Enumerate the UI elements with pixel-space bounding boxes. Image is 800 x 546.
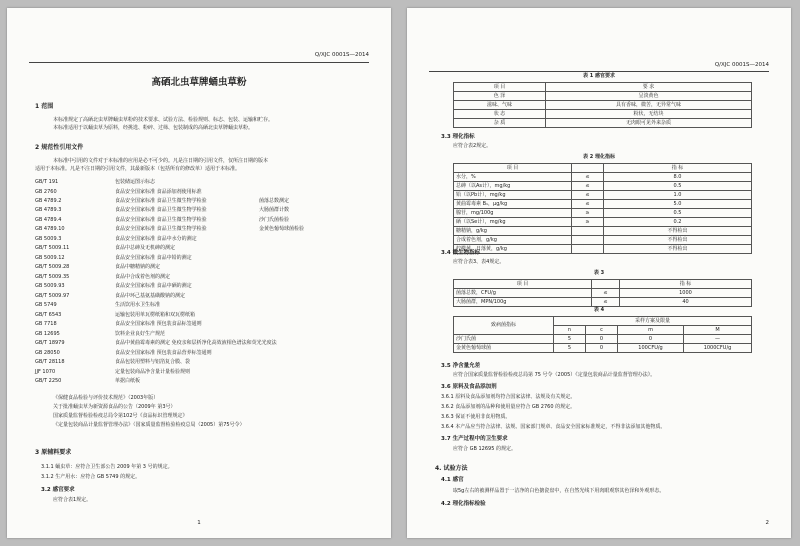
table-cell: 40 (620, 298, 752, 307)
table-cell: 不得检出 (604, 227, 752, 236)
table-row (454, 236, 752, 245)
table-row (454, 200, 752, 209)
reference-title: 食品中总砷及无机砷的测定 (115, 245, 176, 252)
section-3-4-text: 应符合表3、表4规定。 (453, 259, 505, 265)
table-header: 采样方案及限量 (554, 317, 752, 326)
section-3-heading: 3 原辅料要求 (35, 449, 72, 456)
table-row (454, 119, 752, 128)
table-cell (572, 236, 604, 245)
reference-title: 单据白纸板 (115, 378, 141, 385)
header-code: Q/XJC 0001S—2014 (714, 62, 769, 68)
section-3-6-item: 3.6.1 原料及食品添加剂均符合国家法律、法规及有关规定。 (441, 394, 576, 400)
reference-subtitle: 沙门氏菌检验 (259, 216, 290, 223)
reference-title: 食品安全国家标准 预包装食品标签通则 (115, 321, 202, 328)
table-row (454, 245, 752, 254)
reference-title: 食品中合成着色剂的测定 (115, 273, 171, 280)
reference-subtitle: 菌落总数测定 (259, 198, 290, 204)
section-2-line: 本标准中引用的文件对于本标准的应用是必不可少的。凡是注日期的引用文件，仅所注日期的版本 (53, 158, 269, 164)
reference-code: GB/T 191 (35, 179, 59, 185)
table-cell: — (684, 335, 752, 344)
reference-code: GB/T 18979 (35, 340, 65, 347)
table-header: 指 标 (620, 280, 752, 289)
table-row (454, 92, 752, 101)
reference-title: 食品安全国家标准 食品卫生微生物学检验 (115, 207, 207, 214)
page-number: 2 (765, 520, 769, 526)
table-cell: 铅（以Pb计），mg/kg (454, 191, 572, 200)
table-row (454, 280, 752, 289)
table-cell: 5 (554, 344, 586, 353)
table-cell: 黄曲霉毒素 B₁，μg/kg (454, 200, 572, 209)
section-4-heading: 4. 试验方法 (435, 465, 468, 472)
section-3-3-heading: 3.3 理化指标 (441, 134, 475, 140)
reference-code: GB 7718 (35, 321, 57, 328)
section-1-heading: 1 范围 (35, 103, 54, 110)
table-row (454, 289, 752, 298)
table-row (454, 110, 752, 119)
section-3-6-item: 3.6.3 保证不使用非食用物质。 (441, 414, 511, 420)
reference-title: 食品安全国家标准 食品中硒的测定 (115, 283, 192, 290)
table-3 (453, 279, 752, 307)
section-3-6-heading: 3.6 原料及食品添加剂 (441, 384, 497, 390)
header-rule (429, 71, 769, 72)
table-cell: 0 (586, 335, 618, 344)
reference-code: GB/T 5009.28 (35, 264, 70, 271)
table-row (454, 335, 752, 344)
table-row (454, 191, 752, 200)
table-cell: 0.5 (604, 209, 752, 218)
reference-code: GB/T 2250 (35, 378, 62, 385)
section-3-5-heading: 3.5 净含量允差 (441, 363, 481, 369)
table-cell: 杂 质 (454, 119, 546, 128)
reference-code: GB 5009.12 (35, 254, 65, 261)
table-row (454, 218, 752, 227)
header-code: Q/XJC 0001S—2014 (314, 52, 369, 58)
table-cell (572, 227, 604, 236)
section-3-5-text: 应符合国家质量监督检验检疫总局第 75 号令（2005）《定量包装商品计量监督管理办法》。 (453, 372, 656, 378)
section-3-4-heading: 3.4 微生物指标 (441, 250, 481, 256)
section-3-2-heading: 3.2 感官要求 (41, 487, 75, 493)
doc-reference: 《定量包装商品计量监督管理办法》（国家质量监督检验检疫总局（2005）第75号令） (53, 422, 245, 428)
table-row (454, 182, 752, 191)
table-4-caption: 表 4 (593, 307, 605, 313)
table-cell: 总砷（以As计），mg/kg (454, 182, 572, 191)
section-3-7-heading: 3.7 生产过程中的卫生要求 (441, 436, 508, 442)
table-header: 要 求 (546, 83, 752, 92)
reference-title: 饮料企业良好生产规范 (115, 330, 166, 337)
table-row (454, 227, 752, 236)
table-header: M (684, 326, 752, 335)
table-cell: 沙门氏菌 (454, 335, 554, 344)
section-2-line: 适用于本标准。凡是不注日期的引用文件，其最新版本（包括所有的修改单）适用于本标准。 (35, 166, 241, 172)
table-cell: ≤ (572, 182, 604, 191)
doc-reference: 《保健食品检验与评价技术规范》（2003年版） (53, 395, 159, 401)
table-cell: 不得检出 (604, 236, 752, 245)
table-cell: ≤ (572, 191, 604, 200)
table-cell: 柠檬黄、日落黄，g/kg (454, 245, 572, 254)
reference-title: 食品中黄曲霉毒素的测定 免疫亲和层析净化高效液相色谱法和荧光光度法 (115, 340, 277, 347)
reference-title: 运输包装用单瓦楞纸箱和双瓦楞纸箱 (115, 311, 196, 318)
table-cell: ≥ (572, 209, 604, 218)
reference-code: GB 4789.10 (35, 226, 65, 233)
table-header: m (618, 326, 684, 335)
reference-code: GB 5009.93 (35, 283, 65, 290)
table-cell: 0 (618, 335, 684, 344)
section-3-6-item: 3.6.2 食品添加剂的品种和使用量应符合 GB 2760 的规定。 (441, 404, 576, 410)
reference-title: 定量包装商品净含量计量检验规则 (115, 368, 191, 375)
table-cell: 1000 (620, 289, 752, 298)
table-cell: 糖精钠，g/kg (454, 227, 572, 236)
table-cell: 色 泽 (454, 92, 546, 101)
section-3-6-item: 3.6.4 本产品应当符合法律、法规、国家部门规章、食品安全国家标准规定，不得非法添加其他物质。 (441, 424, 666, 430)
table-cell: 5.0 (604, 200, 752, 209)
table-row (454, 173, 752, 182)
table-header: 项 目 (454, 83, 546, 92)
section-3-2-text: 应符合表1规定。 (53, 497, 92, 503)
table-cell: 菌落总数，CFU/g (454, 289, 592, 298)
reference-title: 生活饮用水卫生标准 (115, 302, 161, 309)
table-cell: ≤ (592, 298, 620, 307)
table-row (454, 298, 752, 307)
reference-code: GB/T 5009.11 (35, 245, 70, 252)
table-row (454, 344, 752, 353)
table-1 (453, 82, 752, 128)
table-2 (453, 163, 752, 254)
table-row (454, 317, 752, 326)
doc-title: 高硒北虫草牌蛹虫草粉 (151, 77, 247, 88)
table-row (454, 164, 752, 173)
table-cell: 状 态 (454, 110, 546, 119)
table-header (572, 164, 604, 173)
table-2-caption: 表 2 理化指标 (583, 154, 615, 160)
reference-subtitle: 金黄色葡萄球菌检验 (259, 226, 305, 233)
reference-title: 食品安全国家标准 食品卫生微生物学检验 (115, 198, 207, 204)
section-4-2-heading: 4.2 理化指标检验 (441, 501, 486, 507)
reference-subtitle: 大肠菌群计数 (259, 207, 290, 214)
table-header: 项 目 (454, 280, 592, 289)
table-cell: 呈淡黄色 (546, 92, 752, 101)
reference-code: GB 5009.3 (35, 235, 62, 242)
section-4-1-heading: 4.1 感官 (441, 477, 464, 483)
reference-code: GB/T 6543 (35, 311, 62, 318)
table-cell: 1000CFU/g (684, 344, 752, 353)
page-1 (7, 8, 391, 538)
reference-code: GB 4789.2 (35, 198, 62, 204)
reference-title: 食品包装用塑料与铝箔复合膜、袋 (115, 359, 191, 366)
table-row (454, 101, 752, 110)
table-cell: ≤ (572, 173, 604, 182)
page-number: 1 (197, 520, 201, 526)
table-cell: 粉状，无结块 (546, 110, 752, 119)
reference-code: GB/T 28118 (35, 359, 65, 366)
table-cell: ≤ (572, 200, 604, 209)
table-cell (572, 245, 604, 254)
table-cell: ≤ (592, 289, 620, 298)
section-1-line: 本标准适用于以蛹虫草为原料，经挑选、粉碎、过筛、包装制成的高硒北虫草牌蛹虫草粉。 (53, 125, 254, 131)
table-cell: 无肉眼可见外来杂质 (546, 119, 752, 128)
table-cell: 腺苷，mg/100g (454, 209, 572, 218)
table-cell: 0 (586, 344, 618, 353)
table-header: 致病菌指标 (454, 317, 554, 335)
section-3-7-text: 应符合 GB 12695 的规定。 (453, 446, 516, 452)
section-4-1-text: 取5g左右的被测样品置于一洁净的白色搪瓷盘中，在自然光线下用肉眼观察其色泽和外观形态。 (453, 488, 665, 494)
table-cell: 100CFU/g (618, 344, 684, 353)
reference-title: 食品中环己基氨基磺酸钠的测定 (115, 292, 186, 299)
doc-reference: 国家质量监督检验检疫总局令第102号《食品标识管理规定》 (53, 413, 188, 419)
table-row (454, 209, 752, 218)
section-3-3-text: 应符合表2规定。 (453, 143, 492, 149)
reference-title: 包装储运图示标志 (115, 179, 156, 185)
header-rule (29, 62, 369, 63)
table-cell: 0.2 (604, 218, 752, 227)
table-cell: 1.0 (604, 191, 752, 200)
doc-reference: 关于批准蛹虫草为新资源食品的公告（2009年 第3号） (53, 404, 176, 410)
table-cell: 不得检出 (604, 245, 752, 254)
table-cell: 大肠菌群，MPN/100g (454, 298, 592, 307)
reference-title: 食品安全国家标准 预包装食品营养标签通则 (115, 349, 212, 356)
reference-title: 食品安全国家标准 食品卫生微生物学检验 (115, 226, 207, 233)
table-cell: 具有香味，微苦，无异常气味 (546, 101, 752, 110)
reference-title: 食品安全国家标准 食品中铅的测定 (115, 254, 192, 261)
table-cell: 金黄色葡萄球菌 (454, 344, 554, 353)
reference-code: GB 12695 (35, 330, 60, 337)
reference-title: 食品安全国家标准 食品卫生微生物学检验 (115, 216, 207, 223)
table-cell: ≥ (572, 218, 604, 227)
table-cell: 滋味、气味 (454, 101, 546, 110)
reference-code: GB 28050 (35, 349, 60, 356)
table-cell: 0.5 (604, 182, 752, 191)
table-cell: 合成着色剂，g/kg (454, 236, 572, 245)
reference-code: GB 2760 (35, 188, 57, 195)
reference-code: GB/T 5009.35 (35, 273, 70, 280)
table-cell: 8.0 (604, 173, 752, 182)
section-3-item: 3.1.1 蛹虫草：应符合卫生部公告 2009 年第 3 号的规定。 (41, 464, 173, 470)
reference-code: GB/T 5009.97 (35, 292, 70, 299)
table-3-caption: 表 3 (593, 270, 605, 276)
table-4 (453, 316, 752, 353)
table-header: c (586, 326, 618, 335)
reference-code: GB 4789.3 (35, 207, 62, 214)
section-3-item: 3.1.2 生产用水：应符合 GB 5749 的规定。 (41, 474, 141, 480)
table-header: 指 标 (604, 164, 752, 173)
reference-title: 食品安全国家标准 食品中水分的测定 (115, 235, 197, 242)
table-cell: 硒（以Se计），mg/kg (454, 218, 572, 227)
table-header (592, 280, 620, 289)
reference-code: GB 5749 (35, 302, 57, 309)
section-1-line: 本标准规定了高硒北虫草牌蛹虫草粉的技术要求、试验方法、检验规则、标志、包装、运输和贮存。 (53, 117, 274, 123)
page-2 (407, 8, 791, 538)
table-cell: 5 (554, 335, 586, 344)
table-header: 项 目 (454, 164, 572, 173)
reference-code: JJF 1070 (35, 368, 56, 375)
section-2-heading: 2 规范性引用文件 (35, 144, 84, 151)
reference-title: 食品安全国家标准 食品添加剂使用标准 (115, 188, 202, 195)
table-row (454, 83, 752, 92)
reference-title: 食品中糖精钠的测定 (115, 264, 161, 271)
table-1-caption: 表 1 感官要求 (583, 73, 615, 79)
reference-code: GB 4789.4 (35, 216, 62, 223)
table-cell: 水分，% (454, 173, 572, 182)
table-header: n (554, 326, 586, 335)
